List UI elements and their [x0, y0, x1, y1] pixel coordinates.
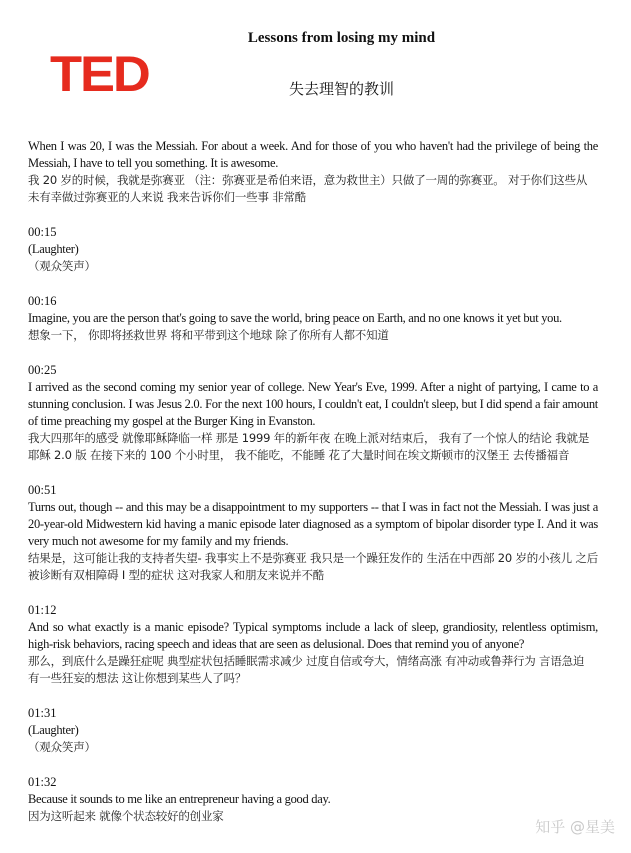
timestamp: 00:25 — [28, 363, 57, 377]
english-text: I arrived as the second coming my senior year of college. New Year's Eve, 1999. After a night of partying, I came to a stunning conclusion. I was Jesus 2.0. For the next 100 hours, I couldn't eat, I couldn't sleep, but I did spend a fair amount of time preaching my gospel at the Burger King in Evanston. — [28, 380, 598, 428]
english-text: When I was 20, I was the Messiah. For about a week. And for those of you who haven't had the privilege of being the Messiah, I have to tell you something. It is awesome. — [28, 139, 598, 170]
chinese-text: （观众笑声） — [28, 740, 96, 754]
timestamp: 00:51 — [28, 483, 57, 497]
zhihu-watermark: 知乎 @星美 — [535, 818, 615, 836]
chinese-text: 想象一下， 你即将拯救世界 将和平带到这个地球 除了你所有人都不知道 — [28, 328, 389, 342]
english-text: Imagine, you are the person that's going to save the world, bring peace on Earth, and no one knows it yet but you. — [28, 311, 562, 325]
transcript-segment — [28, 138, 598, 206]
english-text: And so what exactly is a manic episode? Typical symptoms include a lack of sleep, grandiosity, relentless optimism, high-risk behaviors, racing speech and ideas that are seen as delusional. Does that remind you of anyone? — [28, 620, 598, 651]
english-text: Because it sounds to me like an entrepreneur having a good day. — [28, 792, 331, 806]
english-text: Turns out, though -- and this may be a disappointment to my supporters -- that I was in fact not the Messiah. I was just a 20-year-old Midwestern kid having a manic episode later diagnosed as a symptom of bipolar disorder type I. And it was very much not awesome for my family and my friends. — [28, 500, 598, 548]
timestamp: 01:12 — [28, 603, 57, 617]
transcript-segment — [28, 293, 598, 344]
chinese-text: 结果是，这可能让我的支持者失望- 我事实上不是弥赛亚 我只是一个躁狂发作的 生活在中西部 20 岁的小孩儿 之后被诊断有双相障碍 I 型的症状 这对我家人和朋友来说并不酷 — [28, 551, 599, 582]
english-text: (Laughter) — [28, 723, 79, 737]
transcript-segment — [28, 774, 598, 825]
transcript — [28, 138, 598, 843]
chinese-text: 我大四那年的感受 就像耶稣降临一样 那是 1999 年的新年夜 在晚上派对结束后， 我有了一个惊人的结论 我就是耶稣 2.0 版 在接下来的 100 个小时里， 我不能吃，不能睡 花了大量时间在埃文斯顿市的汉堡王 去传播福音 — [28, 431, 590, 462]
timestamp: 01:32 — [28, 775, 57, 789]
chinese-text: （观众笑声） — [28, 259, 96, 273]
chinese-text: 因为这听起来 就像个状态较好的创业家 — [28, 809, 224, 823]
timestamp: 01:31 — [28, 706, 57, 720]
timestamp: 00:16 — [28, 294, 57, 308]
chinese-text: 那么，到底什么是躁狂症呢 典型症状包括睡眠需求减少 过度自信或夸大，情绪高涨 有冲动或鲁莽行为 言语急迫 有一些狂妄的想法 这让你想到某些人了吗？ — [28, 654, 585, 685]
transcript-segment — [28, 602, 598, 687]
transcript-segment — [28, 362, 598, 464]
timestamp: 00:15 — [28, 225, 57, 239]
title-english: Lessons from losing my mind — [247, 30, 436, 46]
transcript-segment — [28, 482, 598, 584]
ted-logo-text: TED — [50, 46, 149, 102]
ted-logo — [50, 46, 168, 102]
chinese-text: 我 20 岁的时候，我就是弥赛亚 （注：弥赛亚是希伯来语，意为救世主）只做了一周的弥赛亚。 对于你们这些从未有幸做过弥赛亚的人来说 我来告诉你们一些事 非常酷 — [28, 173, 588, 204]
transcript-segment — [28, 224, 598, 275]
transcript-segment — [28, 705, 598, 756]
english-text: (Laughter) — [28, 242, 79, 256]
title-chinese: 失去理智的教训 — [288, 80, 394, 98]
